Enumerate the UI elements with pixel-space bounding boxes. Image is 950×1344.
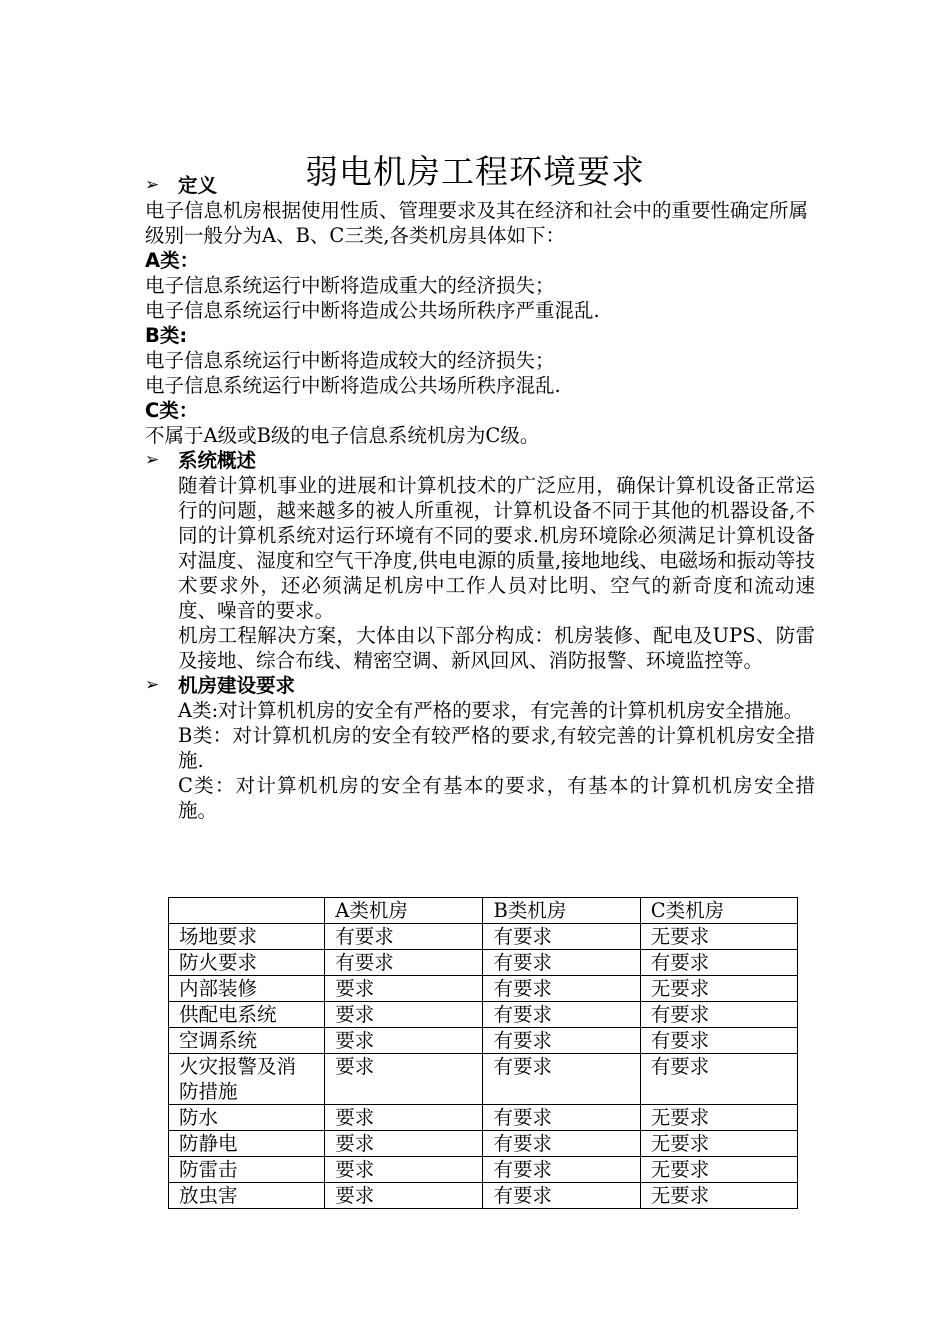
table-cell-item: 供配电系统 <box>169 1002 325 1028</box>
class-a-line: 电子信息系统运行中断将造成公共场所秩序严重混乱. <box>145 299 600 322</box>
table-cell: 有要求 <box>325 950 483 976</box>
table-cell: 要求 <box>325 1131 483 1157</box>
table-cell: 有要求 <box>483 1131 640 1157</box>
table-cell: 有要求 <box>483 1028 640 1054</box>
table-cell: 要求 <box>325 1157 483 1183</box>
table-cell-item: 场地要求 <box>169 924 325 950</box>
table-cell: 有要求 <box>483 1002 640 1028</box>
table-row <box>169 1157 798 1183</box>
class-b-label: B类: <box>145 324 188 347</box>
table-cell: 要求 <box>325 1105 483 1131</box>
document-body <box>145 173 815 823</box>
table-row <box>169 950 798 976</box>
class-a-label: A类： <box>145 249 200 272</box>
class-b-line: 电子信息系统运行中断将造成公共场所秩序混乱. <box>145 374 561 397</box>
table-cell: 无要求 <box>640 924 797 950</box>
section-heading-construction <box>145 673 815 698</box>
table-cell: 有要求 <box>483 976 640 1002</box>
table-cell: 要求 <box>325 1028 483 1054</box>
table-cell: 有要求 <box>483 950 640 976</box>
table-cell-item: 防火要求 <box>169 950 325 976</box>
table-cell: 有要求 <box>483 924 640 950</box>
table-cell: 无要求 <box>640 1105 797 1131</box>
class-c-line: 不属于A级或B级的电子信息系统机房为C级。 <box>145 424 540 447</box>
table-row <box>169 1183 798 1209</box>
construction-item: C类：对计算机机房的安全有基本的要求，有基本的计算机机房安全措施。 <box>178 774 815 822</box>
table-cell: 无要求 <box>640 1183 797 1209</box>
section-heading-overview <box>145 448 815 473</box>
table-row <box>169 1054 798 1105</box>
requirements-table <box>168 897 798 1209</box>
construction-item: B类：对计算机机房的安全有较严格的要求,有较完善的计算机机房安全措施. <box>178 724 815 772</box>
arrow-bullet-icon: ➢ <box>145 450 160 470</box>
class-c-label: C类： <box>145 399 199 422</box>
table-cell: 要求 <box>325 976 483 1002</box>
table-cell: 有要求 <box>325 924 483 950</box>
table-cell: 有要求 <box>640 1054 797 1105</box>
table-cell-item: 防静电 <box>169 1131 325 1157</box>
table-cell: 无要求 <box>640 1157 797 1183</box>
table-cell: 要求 <box>325 1183 483 1209</box>
table-cell-item: 防水 <box>169 1105 325 1131</box>
definition-intro: 电子信息机房根据使用性质、管理要求及其在经济和社会中的重要性确定所属级别一般分为A、B、C三类,各类机房具体如下： <box>145 199 809 247</box>
table-header-cell: C类机房 <box>640 898 797 924</box>
table-row <box>169 1002 798 1028</box>
table-cell: 无要求 <box>640 976 797 1002</box>
table-cell: 有要求 <box>640 1002 797 1028</box>
table-cell-item: 放虫害 <box>169 1183 325 1209</box>
table-row <box>169 1028 798 1054</box>
section-heading-label: 定义 <box>178 174 218 197</box>
table-header-cell <box>169 898 325 924</box>
table-cell: 有要求 <box>640 1028 797 1054</box>
page-title: 弱电机房工程环境要求 <box>305 152 645 192</box>
class-a-line: 电子信息系统运行中断将造成重大的经济损失； <box>145 274 555 297</box>
table-cell: 有要求 <box>640 950 797 976</box>
table-cell: 有要求 <box>483 1157 640 1183</box>
table-row <box>169 924 798 950</box>
table-row <box>169 1131 798 1157</box>
table-header-cell: A类机房 <box>325 898 483 924</box>
arrow-bullet-icon: ➢ <box>145 175 160 195</box>
table-cell: 有要求 <box>483 1105 640 1131</box>
overview-paragraph: 随着计算机事业的进展和计算机技术的广泛应用，确保计算机设备正常运行的问题，越来越多的被人所重视，计算机设备不同于其他的机器设备,不同的计算机系统对运行环境有不同的要求.机房环境除必须满足计算机设备对温度、湿度和空气干净度,供电电源的质量,接地地线、电磁场和振动等技术要求外，还必须满足机房中工作人员对比明、空气的新奇度和流动速度、噪音的要求。 <box>178 474 815 622</box>
table-row <box>169 1105 798 1131</box>
section-heading-label: 系统概述 <box>178 449 257 472</box>
class-b-line: 电子信息系统运行中断将造成较大的经济损失； <box>145 349 555 372</box>
table-cell: 无要求 <box>640 1131 797 1157</box>
table-cell-item: 内部装修 <box>169 976 325 1002</box>
arrow-bullet-icon: ➢ <box>145 675 160 695</box>
table-header-row <box>169 898 798 924</box>
table-cell-item: 防雷击 <box>169 1157 325 1183</box>
overview-paragraph: 机房工程解决方案，大体由以下部分构成：机房装修、配电及UPS、防雷及接地、综合布线、精密空调、新风回风、消防报警、环境监控等。 <box>178 624 815 672</box>
construction-item: A类:对计算机机房的安全有严格的要求，有完善的计算机机房安全措施。 <box>178 699 804 722</box>
table-row <box>169 976 798 1002</box>
table-cell: 要求 <box>325 1054 483 1105</box>
table-header-cell: B类机房 <box>483 898 640 924</box>
section-heading-definition <box>145 173 815 198</box>
table-cell-item: 火灾报警及消防措施 <box>169 1054 325 1105</box>
table-cell: 有要求 <box>483 1183 640 1209</box>
table-cell: 有要求 <box>483 1054 640 1105</box>
table-cell-item: 空调系统 <box>169 1028 325 1054</box>
section-heading-label: 机房建设要求 <box>178 674 296 697</box>
table-cell: 要求 <box>325 1002 483 1028</box>
